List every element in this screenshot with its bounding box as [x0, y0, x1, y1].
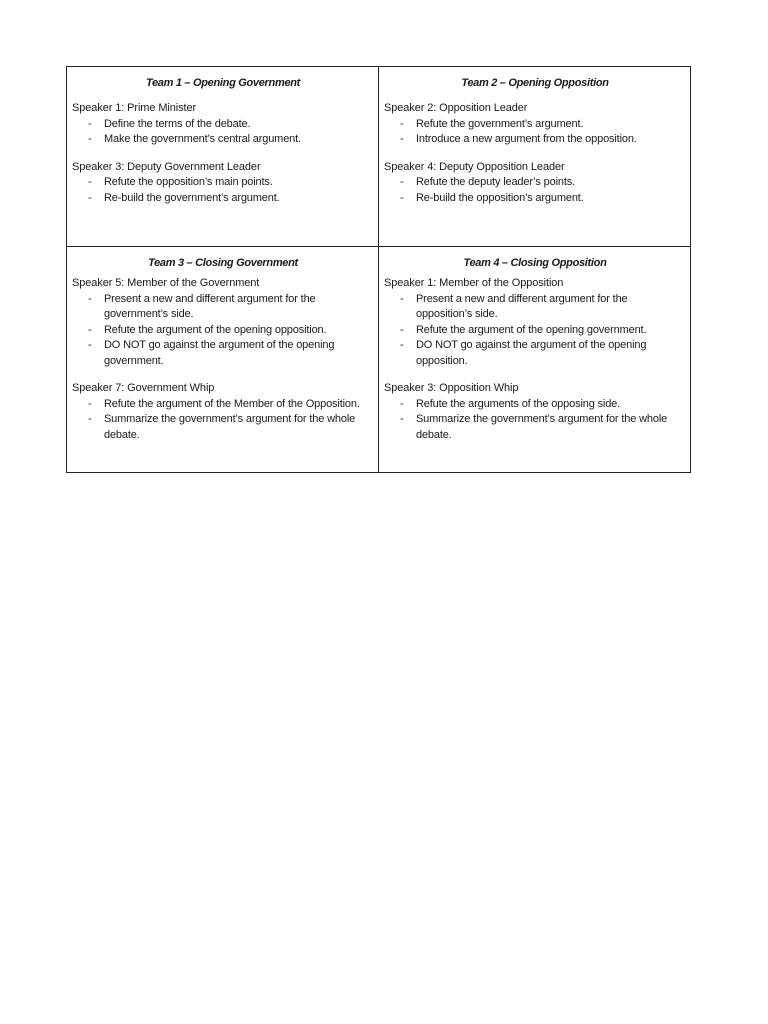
dash-bullet: -	[88, 397, 92, 410]
duty-text: Make the government’s central argument.	[104, 133, 301, 145]
speaker-block	[384, 381, 686, 443]
duty-item	[72, 132, 374, 148]
dash-bullet: -	[400, 413, 404, 425]
duty-list	[384, 175, 686, 206]
speaker-name: Speaker 4: Deputy Opposition Leader	[384, 160, 565, 173]
dash-bullet: -	[400, 292, 404, 305]
dash-bullet: -	[88, 117, 92, 130]
duty-list	[72, 292, 374, 370]
duty-text: Introduce a new argument from the opposition.	[416, 133, 637, 145]
speaker-name: Speaker 2: Opposition Leader	[384, 102, 528, 114]
duty-item	[72, 191, 374, 207]
duty-item	[72, 117, 374, 133]
duty-text: Refute the deputy leader’s points.	[416, 176, 575, 188]
duty-text: Summarize the government’s argument for the whole debate.	[416, 413, 668, 441]
team-title: Team 4 – Closing Opposition	[463, 257, 607, 269]
duty-item	[384, 175, 686, 191]
duty-item	[72, 412, 374, 443]
dash-bullet: -	[400, 117, 404, 130]
duty-text: Present a new and different argument for the government’s side.	[104, 292, 316, 320]
duty-item	[384, 397, 686, 413]
duty-text: Present a new and different argument for the opposition’s side.	[416, 292, 628, 320]
speaker-block	[384, 160, 686, 207]
speaker-name: Speaker 1: Prime Minister	[72, 102, 197, 114]
duty-text: DO NOT go against the argument of the opening government.	[104, 339, 335, 367]
duty-list	[384, 117, 686, 148]
duty-item	[72, 292, 374, 323]
duty-text: Refute the argument of the opening opposition.	[104, 323, 327, 336]
duty-text: Refute the government’s argument.	[416, 117, 584, 130]
team-title: Team 3 – Closing Government	[148, 257, 298, 269]
team-cell-opening-government	[67, 67, 379, 247]
dash-bullet: -	[88, 323, 92, 336]
speaker-block	[72, 160, 374, 207]
duty-item	[72, 338, 374, 369]
dash-bullet: -	[88, 413, 92, 425]
speaker-name: Speaker 7: Government Whip	[72, 382, 215, 394]
dash-bullet: -	[88, 191, 92, 204]
team-title: Team 2 – Opening Opposition	[461, 77, 609, 89]
speaker-block	[72, 101, 374, 148]
duty-text: Refute the opposition’s main points.	[104, 176, 273, 188]
duty-item	[384, 191, 686, 207]
speaker-name: Speaker 1: Member of the Opposition	[384, 277, 564, 289]
duty-list	[72, 175, 374, 206]
dash-bullet: -	[400, 323, 404, 336]
duty-item	[384, 412, 686, 443]
duty-item	[72, 175, 374, 191]
duty-item	[72, 323, 374, 339]
duty-list	[72, 117, 374, 148]
team-cell-closing-opposition	[379, 247, 690, 472]
duty-item	[384, 338, 686, 369]
duty-list	[384, 292, 686, 370]
speaker-name: Speaker 3: Opposition Whip	[384, 382, 519, 394]
speaker-name: Speaker 3: Deputy Government Leader	[72, 160, 261, 173]
duty-item	[384, 132, 686, 148]
speaker-block	[72, 381, 374, 443]
dash-bullet: -	[88, 176, 92, 188]
team-cell-closing-government	[67, 247, 379, 472]
dash-bullet: -	[400, 176, 404, 188]
duty-text: Re-build the opposition’s argument.	[416, 191, 584, 204]
team-cell-opening-opposition	[379, 67, 690, 247]
duty-item	[384, 117, 686, 133]
debate-roles-table	[66, 66, 691, 473]
dash-bullet: -	[400, 191, 404, 204]
speaker-block	[384, 101, 686, 148]
duty-text: Define the terms of the debate.	[104, 117, 251, 130]
dash-bullet: -	[400, 397, 404, 410]
dash-bullet: -	[88, 292, 92, 305]
speaker-block	[72, 276, 374, 369]
dash-bullet: -	[400, 339, 404, 351]
duty-text: Summarize the government’s argument for the whole debate.	[104, 413, 356, 441]
duty-text: Re-build the government’s argument.	[104, 191, 280, 204]
team-title: Team 1 – Opening Government	[145, 77, 301, 89]
duty-list	[384, 397, 686, 444]
speaker-block	[384, 276, 686, 369]
duty-text: DO NOT go against the argument of the opening opposition.	[416, 339, 647, 367]
dash-bullet: -	[400, 133, 404, 145]
duty-text: Refute the arguments of the opposing side.	[416, 397, 621, 410]
duty-item	[384, 323, 686, 339]
duty-item	[72, 397, 374, 413]
duty-text: Refute the argument of the opening government.	[416, 323, 647, 336]
dash-bullet: -	[88, 339, 92, 351]
duty-text: Refute the argument of the Member of the Opposition.	[104, 397, 360, 410]
duty-item	[384, 292, 686, 323]
speaker-name: Speaker 5: Member of the Government	[72, 277, 260, 289]
duty-list	[72, 397, 374, 444]
dash-bullet: -	[88, 133, 92, 145]
